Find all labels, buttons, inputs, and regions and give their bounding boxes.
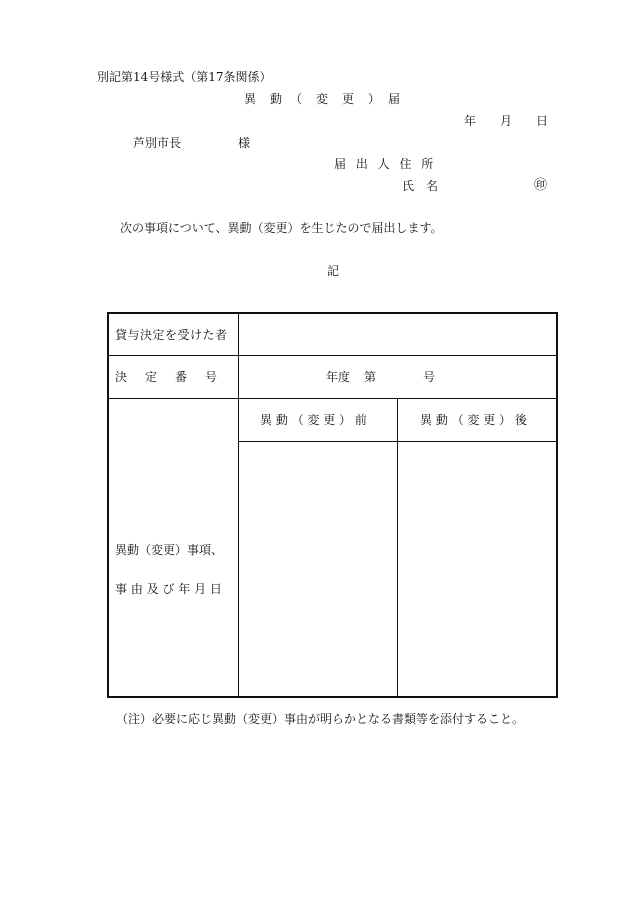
date-year-label: 年 xyxy=(464,114,477,128)
attachment-note: （注）必要に応じ異動（変更）事由が明らかとなる書類等を添付すること。 xyxy=(116,712,525,726)
row2-divider xyxy=(109,398,556,399)
statement: 次の事項について、異動（変更）を生じたので届出します。 xyxy=(120,221,443,235)
addressee: 芦別市長 xyxy=(133,136,182,150)
change-matters-label-line1: 異動（変更）事項、 xyxy=(115,543,224,557)
ki-heading: 記 xyxy=(327,264,340,278)
date-day-label: 日 xyxy=(536,114,549,128)
after-change-content[interactable] xyxy=(398,442,556,696)
before-change-header: 異 動 （ 変 更 ） 前 xyxy=(260,413,367,427)
change-notification-table xyxy=(107,312,558,698)
after-change-header: 異 動 （ 変 更 ） 後 xyxy=(420,413,527,427)
decision-number-label: 決 定 番 号 xyxy=(115,370,221,384)
form-reference: 別記第14号様式（第17条関係） xyxy=(97,70,272,84)
applicant-address-label: 届 出 人 住 所 xyxy=(334,157,437,171)
form-title: 異 動 （ 変 更 ） 届 xyxy=(244,92,402,106)
decision-number-go: 号 xyxy=(423,370,436,384)
before-change-content[interactable] xyxy=(239,442,397,696)
row1-divider xyxy=(109,355,556,356)
addressee-honorific: 様 xyxy=(238,136,251,150)
change-matters-label-line2: 事 由 及 び 年 月 日 xyxy=(115,582,222,596)
seal-mark: ㊞ xyxy=(534,178,548,193)
decision-fiscal-year: 年度 xyxy=(326,370,351,384)
date-month-label: 月 xyxy=(500,114,513,128)
decision-number-dai: 第 xyxy=(364,370,377,384)
applicant-name-label: 氏 名 xyxy=(402,179,439,193)
recipient-label: 貸与決定を受けた者 xyxy=(115,328,228,342)
